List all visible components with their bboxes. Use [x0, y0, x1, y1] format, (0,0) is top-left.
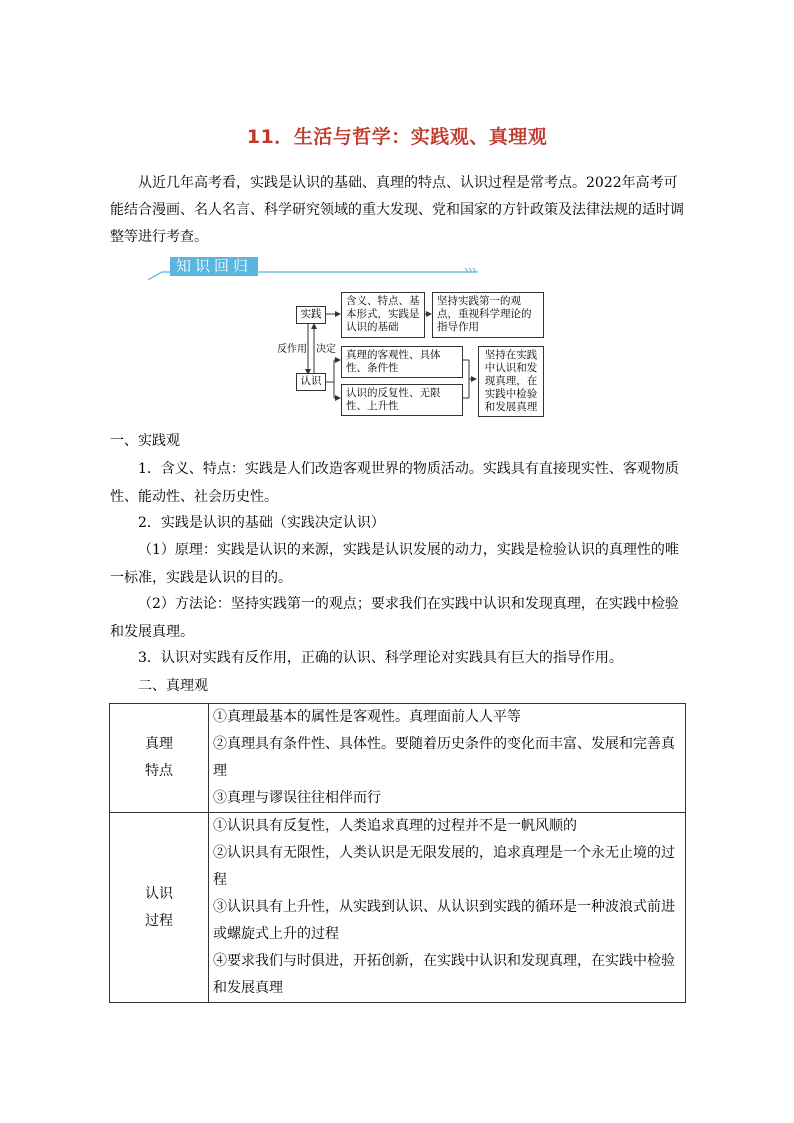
banner-arrows-icon: ›››: [464, 263, 476, 277]
header-line: 过程: [145, 912, 173, 929]
truth-traits-cell: [209, 704, 686, 813]
cognition-node: 认识: [296, 373, 326, 391]
list-item: ②认识具有无限性，人类认识是无限发展的，追求真理是一个永无止境的过程: [213, 845, 675, 888]
list-item: ②真理具有条件性、具体性。要随着历史条件的变化而丰富、发展和完善真理: [213, 736, 675, 779]
section2-heading: 二、真理观: [138, 678, 208, 694]
list-item: ①认识具有反复性，人类追求真理的过程并不是一帆风顺的: [213, 818, 577, 834]
section1-methodology: （2）方法论：坚持实践第一的观点；要求我们在实践中认识和发现真理，在实践中检验和发展真理。: [110, 596, 679, 640]
cognition-process-cell: [209, 813, 686, 1003]
practice-first-box: 坚持实践第一的观点，重视科学理论的指导作用: [432, 292, 544, 338]
table-row: [110, 704, 686, 813]
cognition-traits-box: 认识的反复性、无限性、上升性: [341, 384, 463, 416]
truth-table: [109, 703, 686, 1003]
list-item: ④要求我们与时俱进，开拓创新，在实践中认识和发现真理，在实践中检验和发展真理: [213, 953, 675, 996]
cognition-process-header: [110, 813, 209, 1003]
truth-traits-header: [110, 704, 209, 813]
header-line: 认识: [145, 885, 173, 902]
section1-point3: 3．认识对实践有反作用，正确的认识、科学理论对实践具有巨大的指导作用。: [138, 650, 623, 666]
reaction-label: 反作用: [277, 344, 307, 355]
list-item: ③认识具有上升性，从实践到认识、从认识到实践的循环是一种波浪式前进或螺旋式上升的过程: [213, 899, 675, 942]
practice-node: 实践: [296, 306, 326, 324]
section1-heading: 一、实践观: [110, 433, 180, 449]
page-title: 11．生活与哲学：实践观、真理观: [246, 126, 548, 148]
list-item: ③真理与谬误往往相伴而行: [213, 790, 381, 806]
result-box: 坚持在实践中认识和发现真理，在实践中检验和发展真理: [478, 346, 544, 417]
section1-principle: （1）原理：实践是认识的来源，实践是认识发展的动力，实践是检验认识的真理性的唯一标准，实践是认识的目的。: [110, 542, 679, 586]
table-row: [110, 813, 686, 1003]
header-line: 真理: [145, 736, 173, 752]
decides-label: 决定: [316, 344, 336, 355]
section1-point1: 1．含义、特点：实践是人们改造客观世界的物质活动。实践具有直接现实性、客观物质性、能动性、社会历史性。: [110, 461, 679, 505]
header-line: 特点: [145, 763, 173, 779]
section1-point2: 2．实践是认识的基础（实践决定认识）: [138, 515, 385, 531]
truth-traits-box: 真理的客观性、具体性、条件性: [341, 346, 463, 378]
practice-meaning-box: 含义、特点、基本形式，实践是认识的基础: [341, 292, 425, 338]
list-item: ①真理最基本的属性是客观性。真理面前人人平等: [213, 709, 521, 725]
intro-paragraph: 从近几年高考看，实践是认识的基础、真理的特点、认识过程是常考点。2022年高考可能结合漫画、名人名言、科学研究领域的重大发现、党和国家的方针政策及法律法规的适时调整等进行考查。: [110, 175, 684, 245]
section-banner: 知识回归: [170, 257, 258, 276]
